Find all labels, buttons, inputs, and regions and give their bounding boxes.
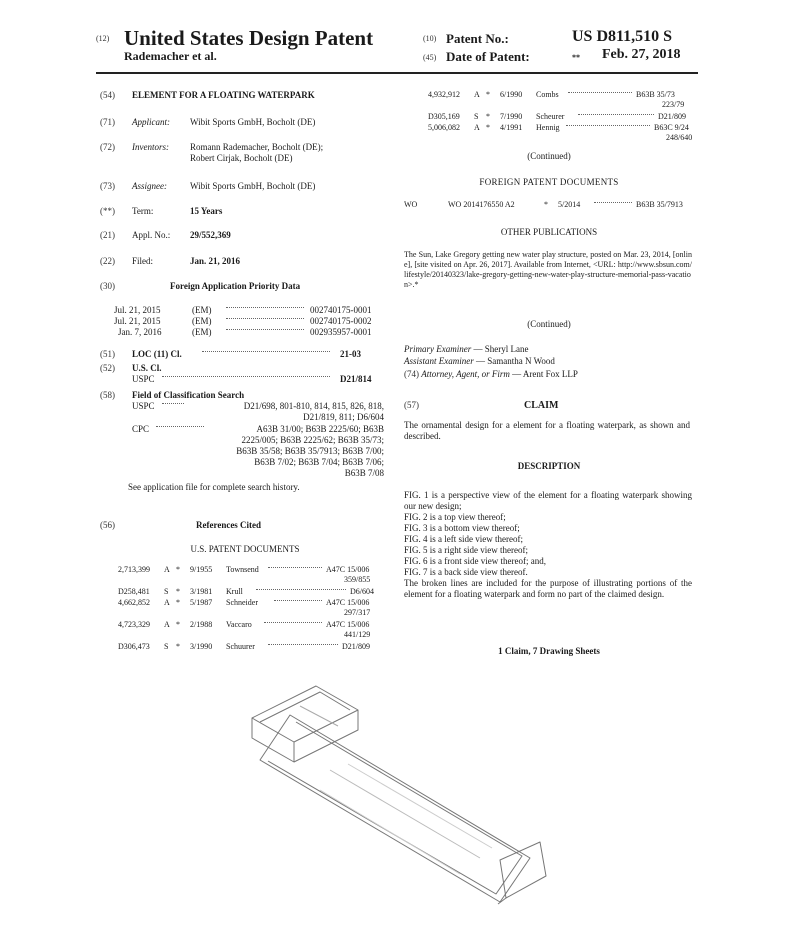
description-line: FIG. 7 is a back side view thereof. xyxy=(404,567,528,577)
patent-no-label: Patent No.: xyxy=(446,31,509,46)
priority-row: Jan. 7, 2016 (EM) 002935957-0001 xyxy=(118,327,372,337)
other-publications-heading: OTHER PUBLICATIONS xyxy=(500,227,598,237)
reference-row: 4,932,912 A * 6/1990 Combs B63B 35/73 223/79 xyxy=(428,90,685,109)
filed-date: Jan. 21, 2016 xyxy=(190,256,241,266)
reference-row: D258,481 S * 3/1981 Krull D6/604 xyxy=(118,587,374,596)
field-30: (30) Foreign Application Priority Data xyxy=(100,281,301,291)
patent-no-tag: (10) xyxy=(423,34,437,43)
field-22: (22) Filed: Jan. 21, 2016 xyxy=(100,256,241,266)
element-end-cap xyxy=(500,842,546,898)
application-number: 29/552,369 xyxy=(190,230,231,240)
primary-examiner: Primary Examiner — Sheryl Lane xyxy=(404,344,529,354)
patent-header xyxy=(96,26,706,66)
priority-row: Jul. 21, 2015 (EM) 002740175-0002 xyxy=(114,316,372,326)
field-58: (58) Field of Classification Search USPC D21/698, 801-810, 814, 815, 826, 818, D21/819, 811; D6/604 CPC A63B 31/00; B63B 2225/60; B63B 2225/005; B63B 2225/62; B63B 35/73; B63B 35/58; B63B 35/7913; B63B 7/00; B63B 7/02; B63B 7/04; B63B 7/06; B63B 7/08 See application file for complete search history. xyxy=(100,390,384,492)
element-shade-line xyxy=(320,790,460,874)
reference-row: D306,473 S * 3/1990 Schuurer D21/809 xyxy=(118,642,370,651)
description-line: FIG. 1 is a perspective view of the element for a floating waterpark showing our new design; xyxy=(404,490,692,511)
field-21: (21) Appl. No.: 29/552,369 xyxy=(100,230,231,240)
priority-row: Jul. 21, 2015 (EM) 002740175-0001 xyxy=(114,305,372,315)
date-tag: (45) xyxy=(423,53,437,62)
foreign-docs-heading: FOREIGN PATENT DOCUMENTS xyxy=(479,177,619,187)
reference-row: 4,662,852 A * 5/1987 Schneider A47C 15/006 297/317 xyxy=(118,598,371,617)
reference-row: 2,713,399 A * 9/1955 Townsend A47C 15/006 359/855 xyxy=(118,565,371,584)
design-drawing xyxy=(230,680,570,920)
document-title: United States Design Patent xyxy=(124,26,374,50)
patent-date: Feb. 27, 2018 xyxy=(602,47,681,62)
description-line: The broken lines are included for the purpose of illustrating portions of the element for a floating waterpark and form no part of the claimed design. xyxy=(404,578,692,599)
claims-sheets-count: 1 Claim, 7 Drawing Sheets xyxy=(498,646,600,656)
inventor-short: Rademacher et al. xyxy=(124,49,217,63)
description-line: FIG. 4 is a left side view thereof; xyxy=(404,534,523,544)
description-line: FIG. 3 is a bottom view thereof; xyxy=(404,523,520,533)
description-heading: DESCRIPTION xyxy=(517,461,581,471)
inventor-2: Robert Cirjak, Bocholt (DE) xyxy=(190,153,293,163)
field-56: (56) References Cited U.S. PATENT DOCUMENTS xyxy=(100,520,390,531)
claim-section: (57) CLAIM xyxy=(404,400,559,411)
field-73: (73) Assignee: Wibit Sports GmbH, Bocholt (DE) xyxy=(100,181,316,191)
other-publications-text: The Sun, Lake Gregory getting new water play structure, posted on Mar. 23, 2014, [online], [site visited on Apr. 26, 2017]. Available from Internet, <URL: http://www.sbsun.com/lifestyle/20140323/lake-gregory-getting-new-water-play-structure-memorial-pass-vacation>.* xyxy=(404,250,692,289)
header-rule xyxy=(96,72,698,74)
field-51: (51) LOC (11) Cl. 21-03 xyxy=(100,349,361,359)
description-line: FIG. 5 is a right side view thereof; xyxy=(404,545,528,555)
foreign-doc-row: WO WO 2014176550 A2 * 5/2014 B63B 35/7913 xyxy=(404,200,683,209)
assistant-examiner: Assistant Examiner — Samantha N Wood xyxy=(404,356,555,366)
continued-label: (Continued) xyxy=(527,319,571,329)
description-list xyxy=(404,490,692,600)
applicant: Wibit Sports GmbH, Bocholt (DE) xyxy=(190,117,316,127)
reference-row: 5,006,082 A * 4/1991 Hennig B63C 9/24 248/640 xyxy=(428,123,693,142)
patent-number: US D811,510 S xyxy=(572,28,673,45)
field-71: (71) Applicant: Wibit Sports GmbH, Bocholt (DE) xyxy=(100,117,316,127)
attorney: (74) Attorney, Agent, or Firm — Arent Fox LLP xyxy=(404,369,578,379)
date-marks: ** xyxy=(572,53,580,62)
continued-label: (Continued) xyxy=(527,151,571,161)
element-top-cap xyxy=(252,686,358,742)
search-history-note: See application file for complete search history. xyxy=(128,482,300,492)
us-patent-docs-heading: U.S. PATENT DOCUMENTS xyxy=(190,544,300,554)
description-line: FIG. 2 is a top view thereof; xyxy=(404,512,506,522)
element-crease xyxy=(300,706,338,726)
inventor-1: Romann Rademacher, Bocholt (DE); xyxy=(190,142,324,152)
field-term: (**) Term: 15 Years xyxy=(100,206,223,216)
assignee: Wibit Sports GmbH, Bocholt (DE) xyxy=(190,181,316,191)
claim-text: The ornamental design for a element for a floating waterpark, as shown and described. xyxy=(404,420,690,441)
reference-row: 4,723,329 A * 2/1988 Vaccaro A47C 15/006 441/129 xyxy=(118,620,371,639)
element-shade-line xyxy=(348,764,492,848)
field-52: (52) U.S. Cl. USPC D21/814 xyxy=(100,363,372,384)
design-title: ELEMENT FOR A FLOATING WATERPARK xyxy=(132,90,315,100)
date-label: Date of Patent: xyxy=(446,49,530,64)
kind-code-tag: (12) xyxy=(96,34,110,43)
field-72: (72) Inventors: Romann Rademacher, Bocholt (DE); Robert Cirjak, Bocholt (DE) xyxy=(100,142,324,163)
reference-row: D305,169 S * 7/1990 Scheurer D21/809 xyxy=(428,112,686,121)
description-line: FIG. 6 is a front side view thereof; and, xyxy=(404,556,546,566)
claim-heading: CLAIM xyxy=(524,400,559,411)
term: 15 Years xyxy=(190,206,223,216)
field-54: (54) ELEMENT FOR A FLOATING WATERPARK xyxy=(100,90,315,100)
